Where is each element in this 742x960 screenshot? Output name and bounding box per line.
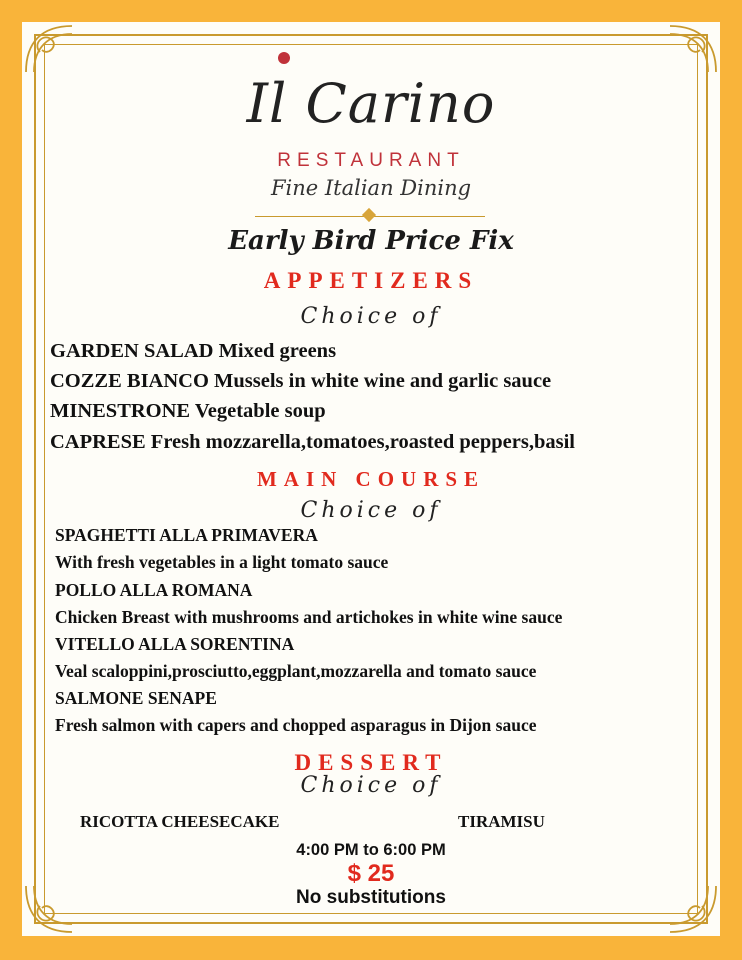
main-course-choice-label: Choice of [300, 498, 442, 523]
dessert-heading: DESSERT [294, 750, 448, 775]
serving-hours: 4:00 PM to 6:00 PM [296, 841, 446, 859]
logo-red-dot-icon [278, 52, 290, 64]
substitution-note: No substitutions [296, 887, 446, 908]
main-course-item-name: VITELLO ALLA SORENTINA [55, 634, 295, 654]
promo-title: Early Bird Price Fix [228, 226, 514, 256]
appetizers-choice-label: Choice of [300, 304, 442, 329]
corner-flourish-icon [666, 22, 720, 76]
main-course-item-name: SPAGHETTI ALLA PRIMAVERA [55, 525, 318, 545]
main-course-item-description: Fresh salmon with capers and chopped asparagus in Dijon sauce [55, 715, 537, 735]
dessert-choice-label: Choice of [300, 773, 442, 798]
main-course-item-description: With fresh vegetables in a light tomato sauce [55, 552, 389, 572]
restaurant-subtitle: RESTAURANT [277, 150, 465, 171]
appetizer-item: COZZE BIANCO Mussels in white wine and garlic sauce [50, 370, 552, 392]
main-course-item-name: POLLO ALLA ROMANA [55, 580, 253, 600]
appetizer-item: MINESTRONE Vegetable soup [50, 400, 326, 422]
price: $ 25 [347, 860, 395, 887]
corner-flourish-icon [22, 22, 76, 76]
appetizer-item: GARDEN SALAD Mixed greens [50, 340, 337, 362]
main-course-item-description: Veal scaloppini,prosciutto,eggplant,mozzarella and tomato sauce [55, 661, 537, 681]
main-course-item-description: Chicken Breast with mushrooms and artichokes in white wine sauce [55, 607, 563, 627]
restaurant-logo: Il Carino [246, 72, 496, 135]
main-course-item-name: SALMONE SENAPE [55, 688, 217, 708]
appetizers-heading: APPETIZERS [263, 268, 479, 293]
restaurant-tagline: Fine Italian Dining [270, 176, 472, 200]
dessert-item: TIRAMISU [458, 812, 545, 831]
dessert-item: RICOTTA CHEESECAKE [80, 812, 280, 831]
main-course-heading: MAIN COURSE [256, 467, 486, 491]
appetizer-item: CAPRESE Fresh mozzarella,tomatoes,roasted peppers,basil [50, 431, 575, 453]
